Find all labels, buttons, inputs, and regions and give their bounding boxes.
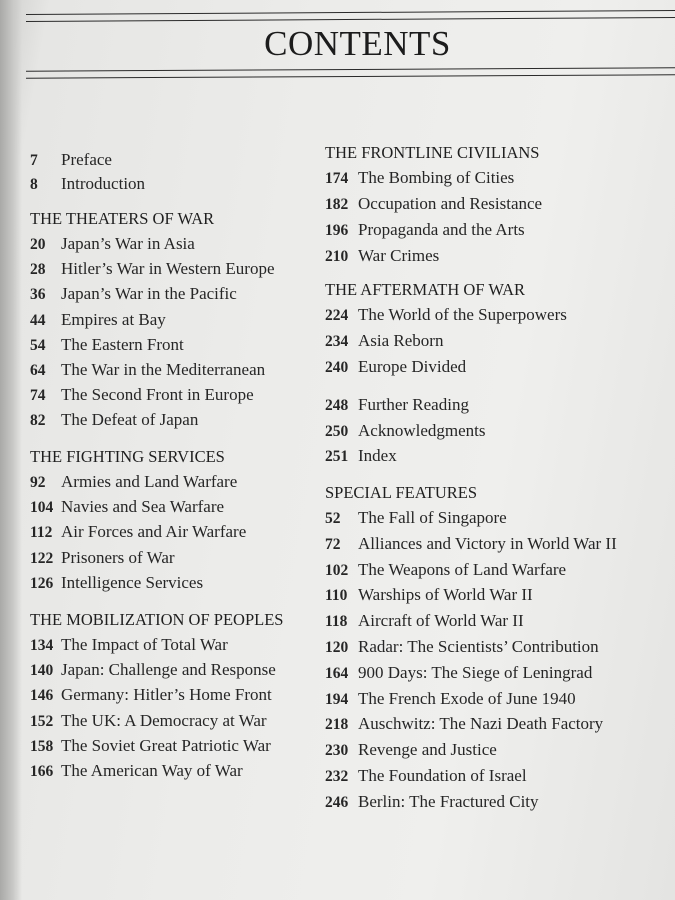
toc-page-number: 240 [325, 359, 349, 376]
toc-entry [30, 410, 198, 430]
toc-entry [325, 168, 514, 188]
toc-page-number: 28 [30, 261, 46, 279]
toc-entry [30, 711, 267, 731]
toc-page-number: 146 [30, 687, 54, 705]
toc-entry-title: Occupation and Resistance [358, 194, 543, 213]
toc-entry [30, 522, 246, 542]
toc-entry [325, 395, 469, 415]
toc-entry-title: 900 Days: The Siege of Leningrad [358, 662, 593, 682]
toc-page-number: 112 [30, 524, 53, 542]
toc-entry [325, 508, 507, 528]
toc-entry-title: Propaganda and the Arts [358, 220, 525, 239]
header-rule-bottom-1 [26, 67, 675, 71]
toc-entry-title: The Defeat of Japan [61, 410, 199, 430]
section-heading: THE AFTERMATH OF WAR [325, 280, 526, 299]
toc-entry [325, 740, 497, 760]
toc-entry [30, 310, 166, 330]
toc-entry-title: The Bombing of Cities [358, 168, 515, 187]
toc-entry-title: Berlin: The Fractured City [358, 791, 539, 811]
toc-entry-title: Alliances and Victory in World War II [358, 533, 617, 553]
toc-page-number: 194 [325, 690, 349, 708]
toc-entry-title: Germany: Hitler’s Home Front [61, 685, 272, 705]
toc-page-number: 251 [325, 448, 349, 465]
toc-entry-title: Japan’s War in the Pacific [61, 284, 237, 304]
toc-entry [30, 234, 195, 254]
toc-entry-title: Europe Divided [358, 357, 467, 376]
toc-entry-title: Index [358, 446, 397, 465]
toc-entry [325, 421, 485, 441]
toc-entry-title: The World of the Superpowers [358, 305, 567, 324]
toc-entry [325, 305, 567, 325]
section-heading: THE THEATERS OF WAR [30, 209, 215, 228]
toc-entry-title: The Second Front in Europe [61, 385, 254, 405]
toc-page-number: 74 [30, 387, 46, 405]
toc-page-number: 166 [30, 763, 54, 780]
toc-entry-title: Further Reading [358, 395, 469, 414]
toc-page-number: 8 [30, 176, 38, 193]
toc-entry [30, 360, 265, 380]
toc-entry-title: The Soviet Great Patriotic War [61, 735, 271, 755]
toc-entry-title: Preface [61, 150, 112, 169]
toc-page-number: 196 [325, 222, 349, 239]
toc-entry [325, 534, 617, 554]
toc-entry [325, 331, 443, 351]
toc-page-number: 182 [325, 196, 349, 213]
toc-entry-title: Navies and Sea Warfare [61, 497, 225, 517]
toc-entry [325, 714, 603, 734]
toc-entry [30, 497, 224, 517]
toc-page-number: 102 [325, 561, 349, 579]
toc-entry [325, 689, 576, 709]
toc-page-number: 234 [325, 333, 349, 350]
toc-page-number: 248 [325, 397, 349, 414]
toc-entry [325, 611, 524, 631]
toc-entry-title: The Foundation of Israel [358, 766, 527, 785]
toc-entry-title: Intelligence Services [61, 572, 204, 592]
toc-page-number: 230 [325, 742, 349, 760]
toc-page-number: 72 [325, 535, 341, 553]
toc-entry [30, 548, 175, 568]
toc-entry-title: Prisoners of War [61, 547, 175, 567]
toc-entry [30, 284, 237, 304]
toc-entry [30, 685, 272, 705]
toc-entry-title: War Crimes [358, 246, 440, 265]
section-heading: THE FIGHTING SERVICES [30, 447, 225, 466]
toc-entry-title: The French Exode of June 1940 [358, 688, 576, 708]
toc-entry [30, 635, 228, 655]
toc-entry-title: Hitler’s War in Western Europe [61, 259, 275, 279]
toc-page-number: 134 [30, 637, 54, 654]
toc-entry [325, 585, 533, 605]
toc-page-number: 120 [325, 639, 349, 656]
toc-page-number: 250 [325, 422, 349, 440]
toc-page-number: 92 [30, 474, 46, 491]
toc-entry [30, 335, 184, 355]
toc-page-number: 164 [325, 664, 349, 682]
toc-page-number: 152 [30, 712, 54, 730]
toc-entry-title: Japan: Challenge and Response [61, 660, 276, 680]
toc-entry-title: The American Way of War [61, 761, 243, 780]
toc-entry [325, 194, 542, 214]
header-rule-bottom-2 [26, 74, 675, 78]
toc-entry [325, 220, 525, 240]
toc-entry-title: Introduction [61, 174, 146, 193]
toc-page-number: 104 [30, 499, 54, 517]
toc-page-number: 110 [325, 587, 348, 605]
toc-entry-title: The Fall of Singapore [358, 508, 507, 527]
toc-page-number: 54 [30, 336, 46, 354]
toc-entry [325, 637, 599, 657]
toc-entry-title: The Weapons of Land Warfare [358, 559, 567, 579]
toc-page-number: 246 [325, 793, 349, 811]
toc-entry [30, 573, 203, 593]
toc-entry [325, 446, 397, 466]
toc-entry [325, 246, 439, 266]
toc-entry-title: Radar: The Scientists’ Contribution [358, 637, 599, 656]
toc-entry-title: The War in the Mediterranean [61, 360, 266, 379]
toc-page-number: 232 [325, 768, 349, 785]
toc-entry-title: Japan’s War in Asia [61, 234, 195, 253]
toc-entry [325, 357, 466, 377]
toc-entry [30, 385, 254, 405]
toc-entry [30, 736, 271, 756]
toc-entry [30, 660, 276, 680]
toc-page-number: 126 [30, 574, 54, 592]
page-title: CONTENTS [264, 24, 451, 63]
toc-entry-title: Empires at Bay [61, 309, 166, 329]
toc-page-number: 224 [325, 307, 349, 324]
toc-entry [30, 150, 112, 170]
toc-page-number: 82 [30, 412, 46, 430]
toc-page-number: 218 [325, 716, 349, 734]
toc-entry [325, 663, 592, 683]
toc-entry-title: The UK: A Democracy at War [61, 710, 267, 730]
toc-page-number: 36 [30, 286, 46, 304]
toc-entry [325, 792, 539, 812]
toc-page-number: 64 [30, 362, 46, 379]
toc-page-number: 118 [325, 613, 348, 631]
toc-entry-title: Acknowledgments [358, 420, 486, 440]
section-heading: THE MOBILIZATION OF PEOPLES [30, 610, 284, 629]
toc-page-number: 210 [325, 248, 349, 265]
section-heading: SPECIAL FEATURES [325, 483, 478, 502]
toc-entry [325, 766, 527, 786]
header-rule-top-2 [26, 17, 675, 22]
toc-page-number: 140 [30, 662, 54, 680]
toc-entry [30, 472, 237, 492]
toc-entry-title: Revenge and Justice [358, 740, 497, 760]
page-spine-shadow [0, 0, 22, 900]
toc-page-number: 52 [325, 510, 341, 527]
section-heading: THE FRONTLINE CIVILIANS [325, 143, 540, 162]
toc-entry-title: Auschwitz: The Nazi Death Factory [358, 714, 604, 734]
toc-entry [30, 761, 243, 781]
toc-entry-title: Aircraft of World War II [358, 611, 524, 631]
toc-entry-title: Air Forces and Air Warfare [61, 522, 247, 542]
toc-page-number: 44 [30, 311, 46, 329]
toc-entry [325, 560, 566, 580]
toc-entry-title: Warships of World War II [358, 585, 533, 605]
toc-page-number: 158 [30, 737, 54, 755]
toc-page-number: 7 [30, 152, 38, 169]
toc-entry-title: Asia Reborn [358, 331, 444, 350]
toc-entry [30, 174, 145, 194]
header-rule-top-1 [26, 10, 675, 15]
toc-page-number: 20 [30, 236, 46, 253]
toc-entry-title: The Impact of Total War [61, 635, 228, 654]
toc-entry-title: The Eastern Front [61, 334, 184, 354]
toc-page-number: 174 [325, 170, 349, 187]
toc-entry-title: Armies and Land Warfare [61, 472, 238, 491]
toc-entry [30, 259, 275, 279]
toc-page-number: 122 [30, 549, 54, 567]
